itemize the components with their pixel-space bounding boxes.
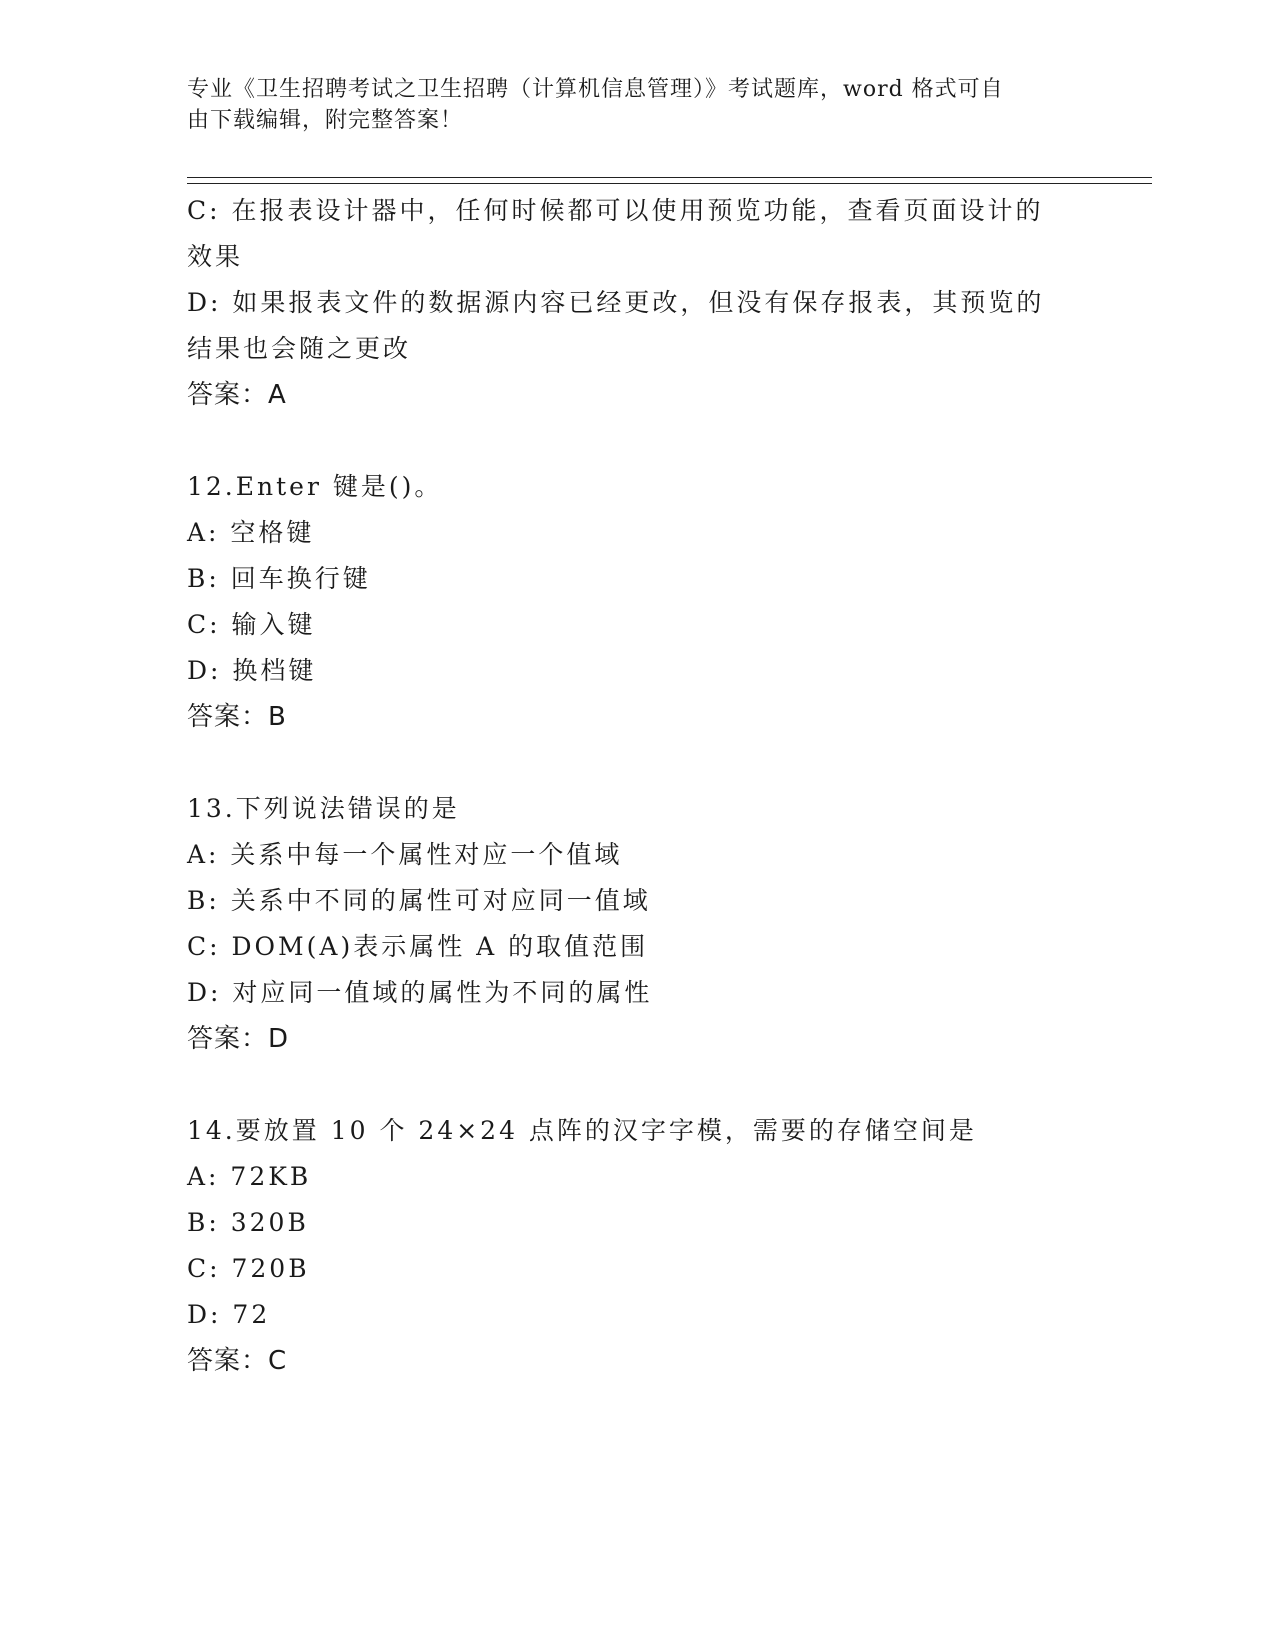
option-a: A: 关系中每一个属性对应一个值域 [187, 840, 623, 869]
option-d: D: 对应同一值域的属性为不同的属性 [187, 978, 653, 1007]
option-b: B: 320B [187, 1208, 309, 1237]
option-c: C: DOM(A)表示属性 A 的取值范围 [187, 932, 649, 961]
option-a: A: 空格键 [187, 518, 315, 547]
option-d: D: 如果报表文件的数据源内容已经更改，但没有保存报表，其预览的 [187, 288, 1045, 317]
option-c: C: 输入键 [187, 610, 316, 639]
option-d-continued: 结果也会随之更改 [187, 334, 412, 363]
question-stem: 12.Enter 键是()。 [187, 472, 443, 501]
option-c-continued: 效果 [187, 242, 244, 271]
question-list [187, 188, 1087, 1384]
header-line-2: 由下载编辑，附完整答案！ [187, 108, 464, 133]
option-d: D: 72 [187, 1300, 271, 1329]
spacer [187, 1062, 1087, 1108]
header-divider-bottom [187, 183, 1152, 184]
option-c: C: 720B [187, 1254, 310, 1283]
option-b: B: 回车换行键 [187, 564, 371, 593]
question-block-13 [187, 786, 1087, 1062]
question-block-12 [187, 464, 1087, 740]
header-divider-top [187, 177, 1152, 178]
answer-line: 答案：C [187, 1346, 288, 1376]
question-block-14 [187, 1108, 1087, 1384]
answer-line: 答案：A [187, 380, 287, 410]
header-line-1: 专业《卫生招聘考试之卫生招聘（计算机信息管理）》考试题库，word 格式可自 [187, 77, 1004, 102]
question-stem: 14.要放置 10 个 24×24 点阵的汉字字模，需要的存储空间是 [187, 1116, 977, 1145]
document-header [187, 74, 1067, 136]
answer-line: 答案：B [187, 702, 287, 732]
spacer [187, 418, 1087, 464]
option-c: C: 在报表设计器中，任何时候都可以使用预览功能，查看页面设计的 [187, 196, 1044, 225]
answer-line: 答案：D [187, 1024, 290, 1054]
spacer [187, 740, 1087, 786]
option-d: D: 换档键 [187, 656, 317, 685]
question-stem: 13.下列说法错误的是 [187, 794, 460, 823]
question-block-11 [187, 188, 1087, 418]
option-a: A: 72KB [187, 1162, 312, 1191]
option-b: B: 关系中不同的属性可对应同一值域 [187, 886, 651, 915]
